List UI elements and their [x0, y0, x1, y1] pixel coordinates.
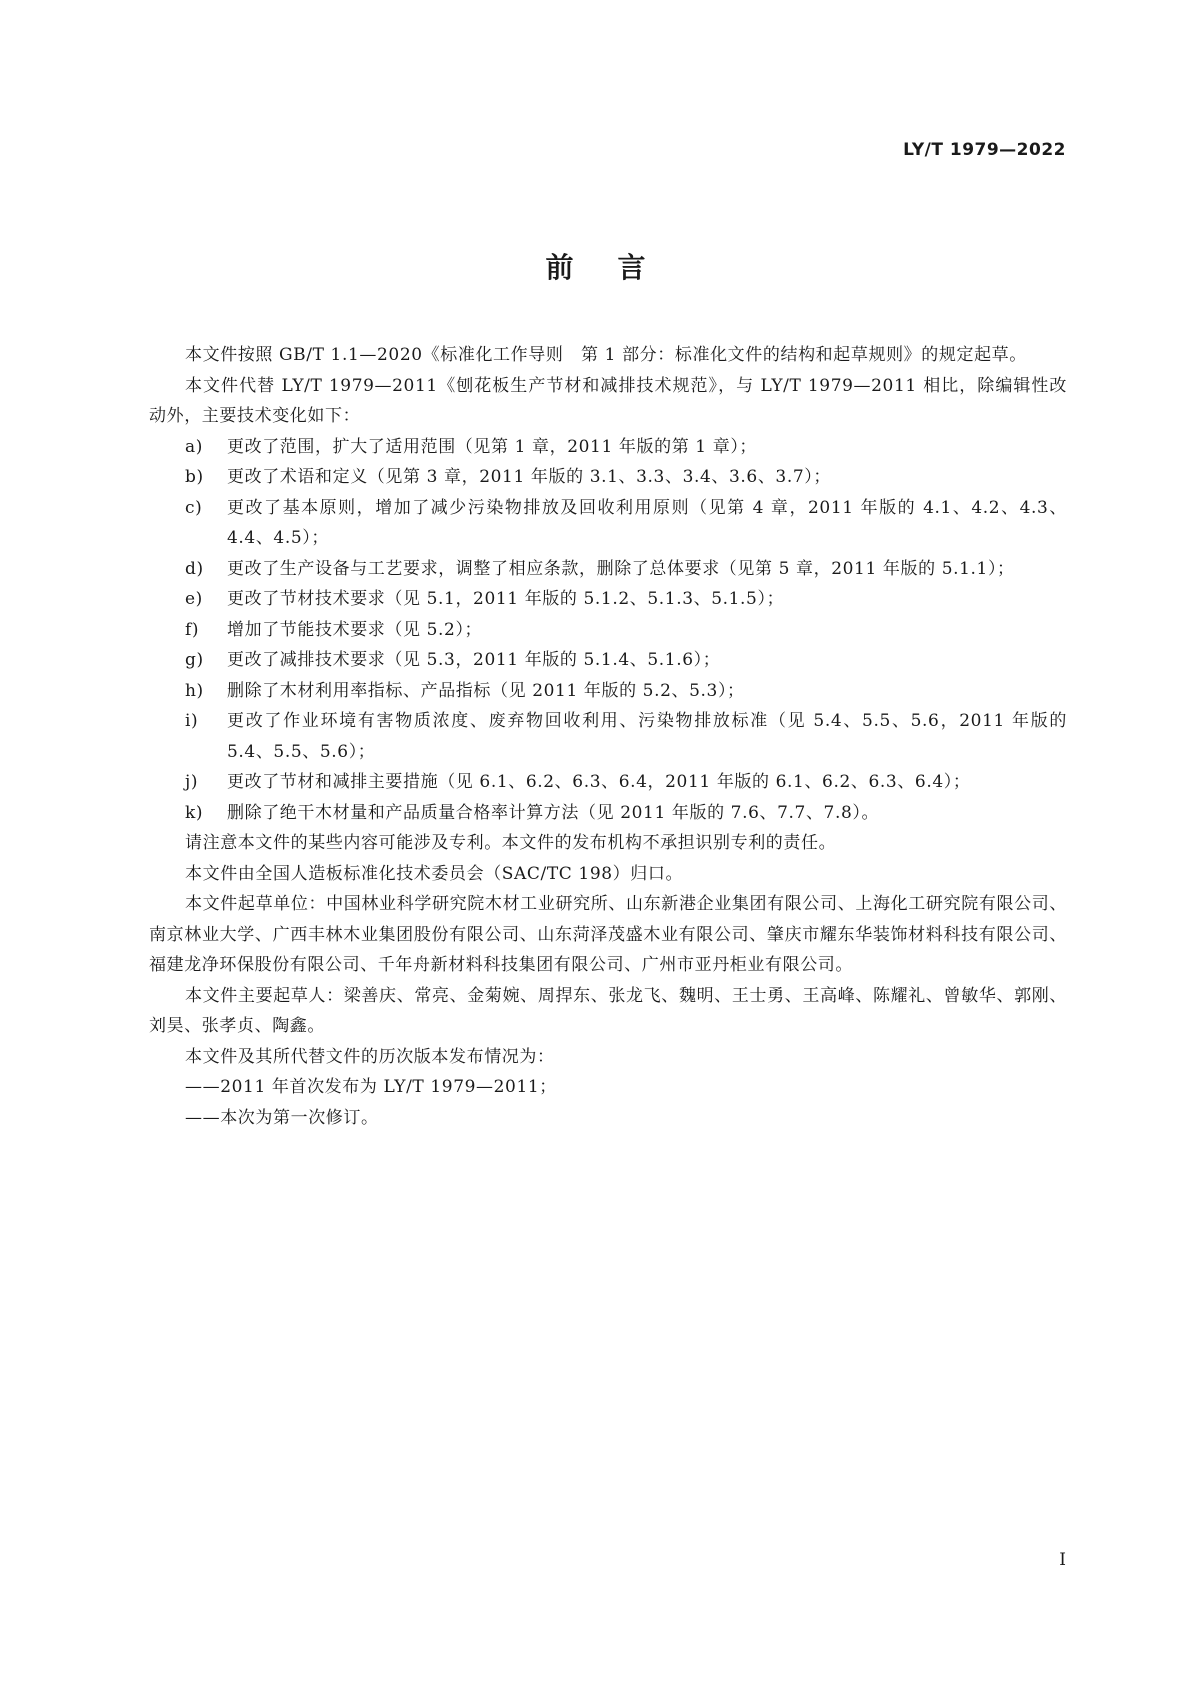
standard-code: LY/T 1979—2022 — [903, 140, 1066, 160]
list-item — [149, 584, 1067, 615]
history-list — [149, 1072, 1067, 1133]
list-item-text: 增加了节能技术要求（见 5.2）； — [227, 619, 483, 640]
list-item — [149, 432, 1067, 463]
list-item-label: b) — [185, 467, 204, 487]
list-item — [149, 493, 1067, 554]
paragraph-basis: 本文件按照 GB/T 1.1—2020《标准化工作导则 第 1 部分：标准化文件的结构和起草规则》的规定起草。 — [185, 345, 1027, 365]
changes-list — [149, 432, 1067, 829]
list-item-text: 更改了节材技术要求（见 5.1，2011 年版的 5.1.2、5.1.3、5.1.5）； — [227, 589, 785, 609]
list-item-text: 更改了节材和减排主要措施（见 6.1、6.2、6.3、6.4，2011 年版的 6.1、6.2、6.3、6.4）； — [227, 772, 971, 792]
list-item-text: 更改了减排技术要求（见 5.3，2011 年版的 5.1.4、5.1.6）； — [227, 650, 721, 670]
list-item-label: f) — [185, 619, 200, 640]
list-item-text: 删除了木材利用率指标、产品指标（见 2011 年版的 5.2、5.3）； — [227, 680, 745, 701]
list-item-label: c) — [185, 497, 203, 518]
foreword-body — [149, 340, 1067, 1133]
history-item: ——本次为第一次修订。 — [185, 1107, 379, 1128]
list-item-label: g) — [185, 650, 204, 670]
list-item-text: 更改了基本原则，增加了减少污染物排放及回收利用原则（见第 4 章，2011 年版的 4.1、4.2、4.3、4.4、4.5）； — [227, 497, 1067, 548]
paragraph-replacement: 本文件代替 LY/T 1979—2011《刨花板生产节材和减排技术规范》，与 LY/T 1979—2011 相比，除编辑性改动外，主要技术变化如下： — [149, 375, 1067, 426]
list-item — [149, 676, 1067, 707]
paragraph-committee: 本文件由全国人造板标准化技术委员会（SAC/TC 198）归口。 — [185, 863, 684, 884]
list-item-label: e) — [185, 589, 203, 609]
list-item-label: i) — [185, 711, 199, 731]
page-title: 前言 — [545, 251, 690, 284]
list-item — [149, 706, 1067, 767]
list-item-label: h) — [185, 680, 204, 701]
list-item — [149, 615, 1067, 646]
list-item-text: 更改了作业环境有害物质浓度、废弃物回收利用、污染物排放标准（见 5.4、5.5、5.6，2011 年版的 5.4、5.5、5.6）； — [227, 711, 1067, 762]
list-item — [149, 462, 1067, 493]
list-item — [149, 554, 1067, 585]
paragraph-drafters: 本文件主要起草人：梁善庆、常亮、金菊婉、周捍东、张龙飞、魏明、王士勇、王高峰、陈耀礼、曾敏华、郭刚、刘昊、张孝贞、陶鑫。 — [149, 985, 1067, 1036]
list-item — [149, 798, 1067, 829]
page-number: I — [1059, 1550, 1066, 1570]
list-item — [149, 767, 1067, 798]
paragraph-patent-notice: 请注意本文件的某些内容可能涉及专利。本文件的发布机构不承担识别专利的责任。 — [185, 833, 837, 853]
list-item-label: k) — [185, 802, 204, 823]
list-item-label: j) — [185, 772, 199, 792]
list-item-label: a) — [185, 436, 203, 457]
list-item-text: 删除了绝干木材量和产品质量合格率计算方法（见 2011 年版的 7.6、7.7、7.8）。 — [227, 802, 880, 823]
list-item-text: 更改了术语和定义（见第 3 章，2011 年版的 3.1、3.3、3.4、3.6、3.7）； — [227, 467, 831, 487]
list-item — [149, 645, 1067, 676]
paragraph-drafting-units: 本文件起草单位：中国林业科学研究院木材工业研究所、山东新港企业集团有限公司、上海化工研究院有限公司、南京林业大学、广西丰林木业集团股份有限公司、山东菏泽茂盛木业有限公司、肇庆市耀东华装饰材料科技有限公司、福建龙净环保股份有限公司、千年舟新材料科技集团有限公司、广州市亚丹柜业有限公司。 — [149, 894, 1067, 975]
history-item: ——2011 年首次发布为 LY/T 1979—2011； — [185, 1077, 557, 1097]
list-item-text: 更改了生产设备与工艺要求，调整了相应条款，删除了总体要求（见第 5 章，2011 年版的 5.1.1）； — [227, 558, 1015, 579]
list-item-label: d) — [185, 558, 204, 579]
paragraph-history-intro: 本文件及其所代替文件的历次版本发布情况为： — [185, 1046, 555, 1067]
list-item-text: 更改了范围，扩大了适用范围（见第 1 章，2011 年版的第 1 章）； — [227, 436, 758, 457]
